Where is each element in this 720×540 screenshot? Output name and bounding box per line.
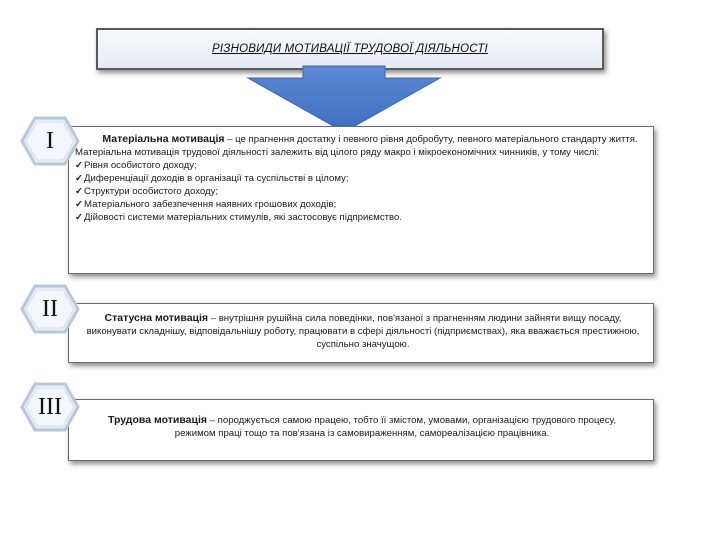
card-material-motivation: [68, 126, 654, 274]
check-icon: ✓: [75, 173, 84, 184]
hexagon-badge-2: [20, 284, 80, 334]
material-lead: [75, 133, 647, 146]
list-item: ✓Диференціації доходів в організації та суспільстві в цілому;: [75, 173, 349, 184]
list-item: ✓Рівня особистого доходу;: [75, 160, 197, 171]
page-title: РІЗНОВИДИ МОТИВАЦІЇ ТРУДОВОЇ ДІЯЛЬНОСТІ: [212, 43, 488, 55]
card-status-motivation: [68, 303, 654, 363]
hexagon-badge-3: [20, 382, 80, 432]
status-lead: [83, 312, 643, 351]
material-term: Матеріальна мотивація: [102, 133, 225, 145]
labor-lead: [87, 414, 637, 440]
check-icon: ✓: [75, 212, 84, 223]
labor-term: Трудова мотивація: [107, 414, 207, 426]
material-body: Матеріальна мотивація трудової діяльності залежить від цілого ряду макро і мікроекономічних чинників, у тому числі:: [75, 147, 600, 158]
check-icon: ✓: [75, 199, 84, 210]
section-numeral-2: II: [42, 295, 58, 322]
list-item: ✓Дійовості системи матеріальних стимулів, які застосовує підприємство.: [75, 212, 403, 223]
status-term: Статусна мотивація: [104, 312, 209, 324]
material-definition: – це прагнення достатку і певного рівня добробуту, певного матеріального стандарту життя.: [224, 134, 638, 145]
check-icon: ✓: [75, 160, 84, 171]
labor-definition: – породжується самою працею, тобто її змістом, умовами, організацією трудового процесу, режимом праці тощо та пов'язана із самовираженням, самореалізацією працівника.: [174, 415, 617, 439]
material-factor-list: [75, 159, 647, 224]
check-icon: ✓: [75, 186, 84, 197]
section-numeral-3: III: [38, 393, 62, 420]
hexagon-badge-1: [20, 116, 80, 166]
list-item: ✓Матеріального забезпечення наявних грошових доходів;: [75, 199, 337, 210]
section-numeral-1: I: [46, 127, 54, 154]
status-definition: – внутрішня рушійна сила поведінки, пов'язаної з прагненням людини зайняти вищу посаду, виконувати складнішу, відповідальнішу роботу, працювати в сфері діяльності (підприємствах), яка вважається престижною, суспільно значущою.: [86, 313, 640, 350]
card-labor-motivation: [68, 399, 654, 461]
list-item: ✓Структури особистого доходу;: [75, 186, 219, 197]
